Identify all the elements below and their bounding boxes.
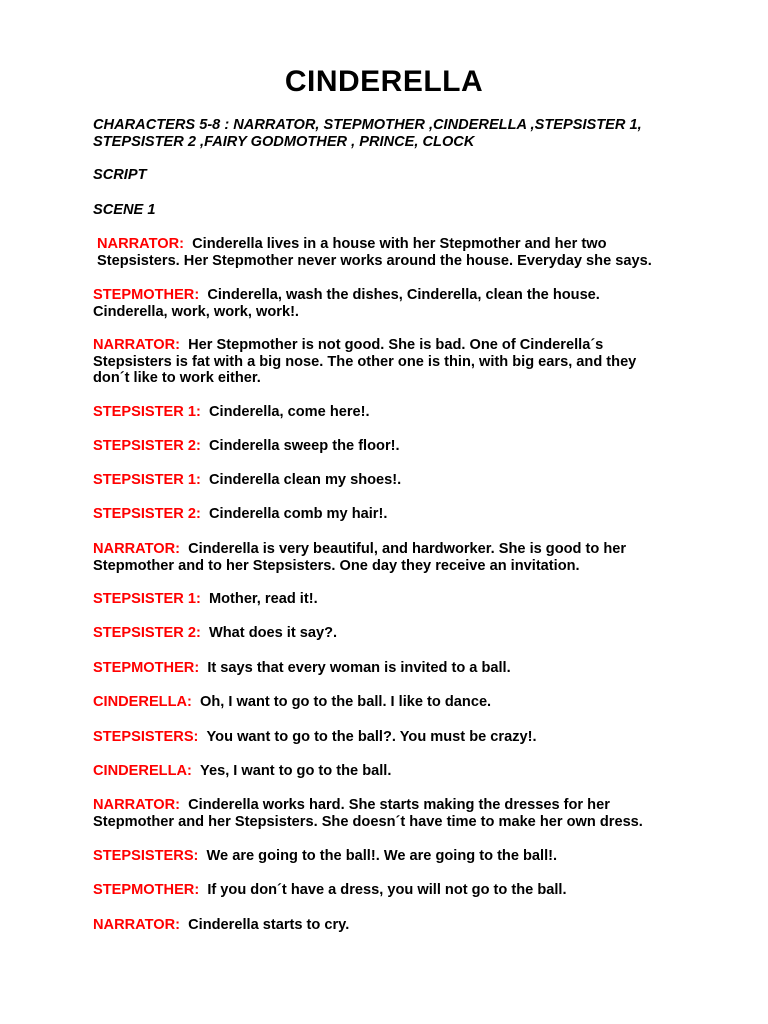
dialogue-text-row [93,304,693,321]
dialogue-text-row [93,558,693,575]
dialogue-text: Stepmother and to her Stepsisters. One day they receive an invitation. [93,557,580,574]
dialogue-line [93,882,693,899]
speaker-label: NARRATOR: [93,541,181,557]
dialogue-line [93,337,693,387]
dialogue-line [93,660,693,677]
dialogue-line [93,591,693,608]
speaker-label: CINDERELLA: [93,763,192,779]
dialogue-line [97,236,697,269]
dialogue-line [93,797,693,830]
dialogue-text: Her Stepmother is not good. She is bad. One of Cinderella´s [188,337,604,353]
dialogue-text-row [93,354,693,371]
dialogue-text-row [93,506,693,523]
dialogue-line [93,763,693,780]
dialogue-text: Cinderella starts to cry. [188,917,350,933]
dialogue-text: Cinderella comb my hair!. [208,506,388,522]
dialogue-text: Cinderella clean my shoes!. [208,472,402,488]
dialogue-line [93,506,693,523]
dialogue-text-row [93,763,693,780]
dialogue-text-row [93,660,693,677]
dialogue-text: You want to go to the ball?. You must be crazy!. [206,729,537,745]
speaker-label: STEPSISTER 2: [93,625,201,641]
characters-line: STEPSISTER 2 ,FAIRY GODMOTHER , PRINCE, CLOCK [93,133,475,150]
speaker-label: STEPMOTHER: [93,882,200,898]
dialogue-line [93,917,693,934]
dialogue-line [93,729,693,746]
dialogue-text: Cinderella works hard. She starts making the dresses for her [188,797,610,813]
dialogue-text-row [93,882,693,899]
dialogue-text: Stepsisters is fat with a big nose. The other one is thin, with big ears, and they [93,353,637,370]
dialogue-text-row [97,253,697,270]
speaker-label: NARRATOR: [97,236,185,252]
speaker-label: STEPMOTHER: [93,287,200,303]
speaker-label: NARRATOR: [93,797,181,813]
dialogue-text-row [93,287,693,304]
document-title: CINDERELLA [284,65,484,98]
dialogue-text-row [93,694,693,711]
dialogue-text-row [93,814,693,831]
dialogue-text-row [93,541,693,558]
characters-line: CHARACTERS 5-8 : NARRATOR, STEPMOTHER ,CINDERELLA ,STEPSISTER 1, [93,117,642,133]
speaker-label: STEPSISTER 2: [93,506,201,522]
dialogue-text: Cinderella lives in a house with her Stepmother and her two [192,236,607,252]
dialogue-line [93,438,693,455]
speaker-label: NARRATOR: [93,917,181,933]
speaker-label: STEPMOTHER: [93,660,200,676]
dialogue-text-row [93,472,693,489]
dialogue-text-row [93,438,693,455]
dialogue-text-row [97,236,697,253]
speaker-label: STEPSISTER 1: [93,472,201,488]
dialogue-text: We are going to the ball!. We are going to the ball!. [206,848,558,864]
dialogue-text-row [93,797,693,814]
dialogue-line [93,694,693,711]
speaker-label: STEPSISTER 2: [93,438,201,454]
dialogue-text-row [93,370,693,387]
dialogue-text-row [93,404,693,421]
dialogue-line [93,848,693,865]
dialogue-text: Yes, I want to go to the ball. [200,763,392,779]
dialogue-text: Cinderella sweep the floor!. [208,438,400,454]
dialogue-text: What does it say?. [208,625,338,641]
dialogue-text: Cinderella, wash the dishes, Cinderella, clean the house. [207,287,600,303]
dialogue-text-row [93,337,693,354]
scene-label: SCENE 1 [93,202,156,218]
speaker-label: STEPSISTERS: [93,729,199,745]
dialogue-text: Mother, read it!. [208,591,318,607]
speaker-label: STEPSISTER 1: [93,404,201,420]
script-label: SCRIPT [93,167,147,183]
dialogue-text: don´t like to work either. [93,370,261,387]
dialogue-line [93,541,693,574]
dialogue-line [93,472,693,489]
dialogue-text: Cinderella, come here!. [208,404,370,420]
dialogue-text: Oh, I want to go to the ball. I like to dance. [200,694,492,710]
dialogue-line [93,287,693,320]
dialogue-text: Cinderella is very beautiful, and hardworker. She is good to her [188,541,627,557]
speaker-label: CINDERELLA: [93,694,192,710]
dialogue-text: If you don´t have a dress, you will not go to the ball. [207,882,567,898]
dialogue-text: It says that every woman is invited to a ball. [207,660,511,676]
dialogue-text-row [93,848,693,865]
dialogue-text-row [93,625,693,642]
speaker-label: NARRATOR: [93,337,181,353]
dialogue-line [93,625,693,642]
speaker-label: STEPSISTERS: [93,848,199,864]
dialogue-text-row [93,591,693,608]
dialogue-text: Cinderella, work, work, work!. [93,303,299,320]
dialogue-text-row [93,917,693,934]
characters-list [93,117,693,150]
dialogue-text-row [93,729,693,746]
dialogue-text: Stepmother and her Stepsisters. She doesn´t have time to make her own dress. [93,813,643,830]
speaker-label: STEPSISTER 1: [93,591,201,607]
dialogue-text: Stepsisters. Her Stepmother never works around the house. Everyday she says. [97,252,652,269]
dialogue-line [93,404,693,421]
